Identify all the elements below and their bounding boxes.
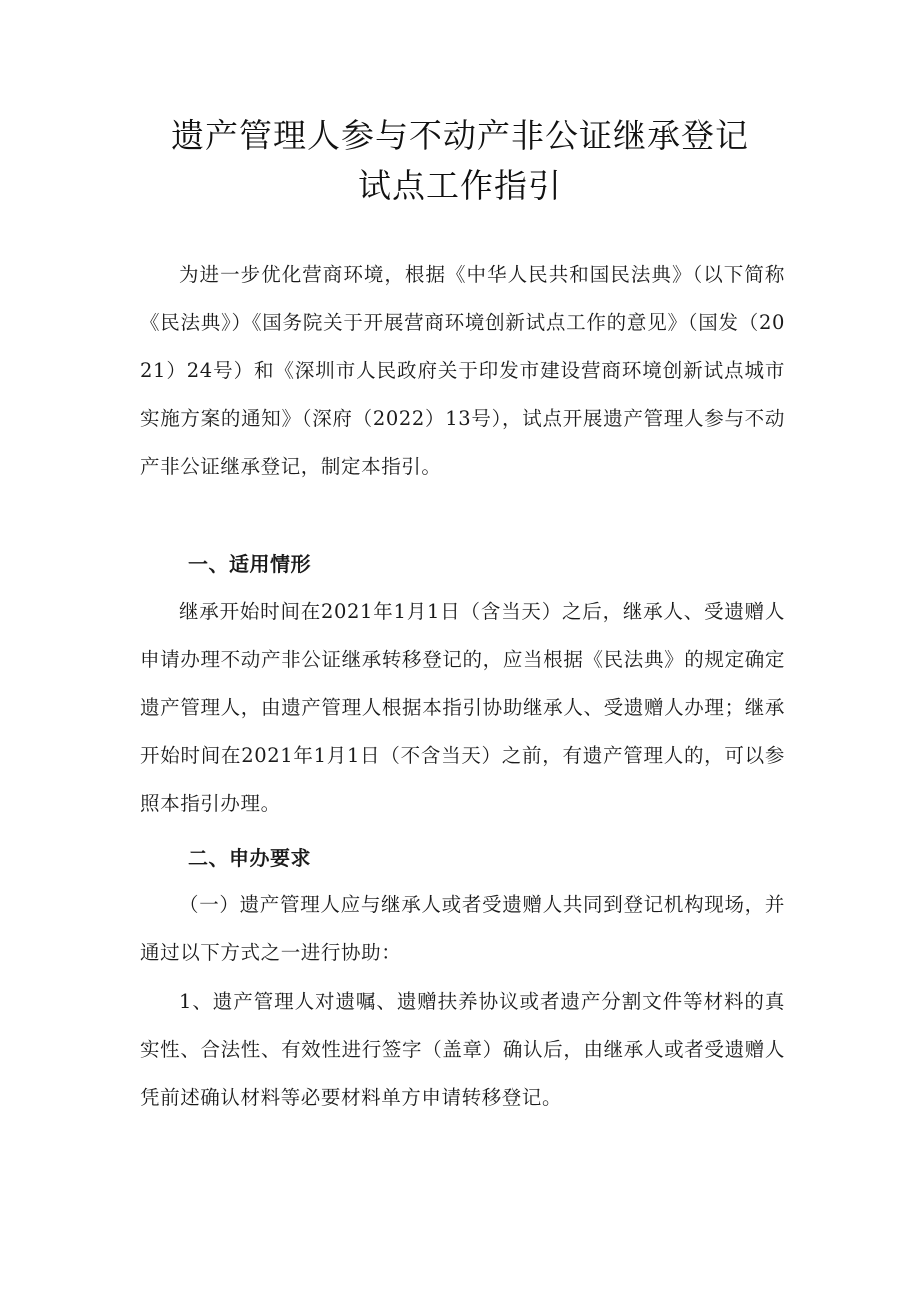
section2-heading: 二、申办要求 [188,846,311,870]
section1-paragraph: 继承开始时间在2021年1月1日（含当天）之后，继承人、受遗赠人申请办理不动产非公证继承转移登记的，应当根据《民法典》的规定确定遗产管理人，由遗产管理人根据本指引协助继承人、受遗赠人办理；继承开始时间在2021年1月1日（不含当天）之前，有遗产管理人的，可以参照本指引办理。 [140,600,785,815]
section2-item1-sub1: 1、遗产管理人对遗嘱、遗赠扶养协议或者遗产分割文件等材料的真实性、合法性、有效性进行签字（盖章）确认后，由继承人或者受遗赠人凭前述确认材料等必要材料单方申请转移登记。 [140,990,785,1109]
document-title-line1: 遗产管理人参与不动产非公证继承登记 [171,116,749,155]
section2-item1: （一）遗产管理人应与继承人或者受遗赠人共同到登记机构现场，并通过以下方式之一进行协助： [140,893,785,964]
document-title-line2: 试点工作指引 [358,166,562,205]
intro-paragraph: 为进一步优化营商环境，根据《中华人民共和国民法典》（以下简称《民法典》）《国务院关于开展营商环境创新试点工作的意见》（国发（2021）24号）和《深圳市人民政府关于印发市建设营商环境创新试点城市实施方案的通知》（深府（2022）13号），试点开展遗产管理人参与不动产非公证继承登记，制定本指引。 [140,263,785,478]
section1-heading: 一、适用情形 [188,552,311,576]
